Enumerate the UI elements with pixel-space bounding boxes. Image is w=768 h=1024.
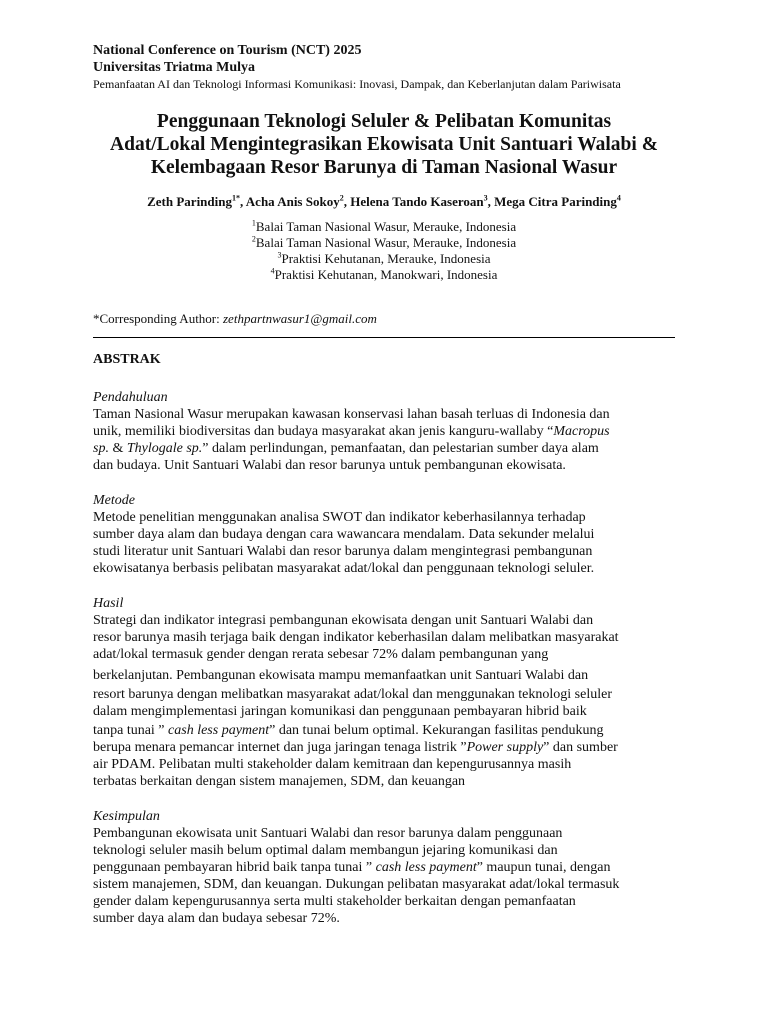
author-separator: , — [343, 194, 351, 209]
section-heading-hasil: Hasil — [93, 596, 124, 611]
section-body-metode — [93, 509, 675, 577]
section-body-kesimpulan — [93, 825, 675, 927]
body-line: gender dalam kepengurusannya serta multi stakeholder berkaitan dengan pemanfaatan — [93, 894, 576, 909]
line-segment: ” maupun tunai, dengan — [476, 860, 611, 875]
title-line: Adat/Lokal Mengintegrasikan Ekowisata Unit Santuari Walabi & — [110, 134, 658, 155]
body-line: berkelanjutan. Pembangunan ekowisata mampu memanfaatkan unit Santuari Walabi dan — [93, 668, 589, 683]
section-heading-kesimpulan: Kesimpulan — [93, 809, 160, 824]
corresponding-label: *Corresponding Author: — [93, 311, 223, 326]
affiliation — [93, 235, 675, 251]
body-line: sumber daya alam dan budaya dengan cara wawancara mendalam. Data sekunder melalui — [93, 527, 595, 542]
body-line: dalam mengimplementasi jaringan komunikasi dan penggunaan pembayaran hibrid baik — [93, 704, 587, 719]
title-line: Kelembagaan Resor Barunya di Taman Nasional Wasur — [150, 157, 618, 178]
header-divider — [93, 337, 675, 338]
affiliation-text: Balai Taman Nasional Wasur, Merauke, Indonesia — [255, 219, 517, 234]
affiliation-sup: 4 — [270, 266, 275, 276]
conference-theme: Pemanfaatan AI dan Teknologi Informasi Komunikasi: Inovasi, Dampak, dan Keberlanjutan dalam Pariwisata — [93, 77, 621, 91]
section-heading-pendahuluan: Pendahuluan — [93, 390, 168, 405]
body-line: resort barunya dengan melibatkan masyarakat adat/lokal dan menggunakan teknologi seluler — [93, 687, 612, 702]
affiliation-sup: 3 — [277, 250, 282, 260]
author-list — [93, 193, 675, 211]
author-name: Acha Anis Sokoy — [245, 194, 340, 209]
section-heading-metode: Metode — [93, 493, 135, 508]
corresponding-author — [93, 310, 675, 328]
body-line: Taman Nasional Wasur merupakan kawasan konservasi lahan basah terluas di Indonesia dan — [93, 407, 610, 422]
section-body-pendahuluan — [93, 406, 675, 474]
line-segment: tanpa tunai ” — [93, 723, 169, 738]
conference-name: National Conference on Tourism (NCT) 2025 — [93, 43, 362, 58]
body-line: sumber daya alam dan budaya sebesar 72%. — [93, 911, 340, 926]
body-line: teknologi seluler masih belum optimal dalam membangun jejaring komunikasi dan — [93, 843, 558, 858]
title-line: Penggunaan Teknologi Seluler & Pelibatan Komunitas — [156, 111, 612, 132]
body-line: Pembangunan ekowisata unit Santuari Walabi dan resor barunya dalam penggunaan — [93, 826, 563, 841]
author-separator: , — [487, 194, 495, 209]
author-name: Zeth Parinding — [147, 194, 232, 209]
body-line: studi literatur unit Santuari Walabi dan resor barunya dalam mengintegrasi pembangunan — [93, 544, 593, 559]
line-segment: unik, memiliki biodiversitas dan budaya masyarakat akan jenis kanguru-wallaby “ — [93, 424, 554, 439]
affiliation-sup: 2 — [251, 234, 256, 244]
body-line: terbatas berkaitan dengan sistem manajemen, SDM, dan keuangan — [93, 774, 466, 789]
author-separator: , — [239, 194, 246, 209]
line-segment: ” dalam perlindungan, pemanfaatan, dan pelestarian sumber daya alam — [202, 441, 599, 456]
author-sup: 1* — [231, 193, 240, 203]
abstract-heading: ABSTRAK — [93, 352, 161, 367]
corresponding-email-link[interactable]: zethpartnwasur1@gmail.com — [223, 311, 377, 326]
line-segment-italic: Thylogale sp. — [126, 441, 203, 456]
body-line — [93, 722, 675, 739]
line-segment-italic: cash less payment — [375, 860, 477, 875]
affiliation — [93, 267, 675, 283]
body-line: sistem manajemen, SDM, dan keuangan. Dukungan pelibatan masyarakat adat/lokal termasuk — [93, 877, 620, 892]
university-name: Universitas Triatma Mulya — [93, 60, 256, 75]
affiliation — [93, 219, 675, 235]
author-sup: 3 — [483, 193, 488, 203]
author-sup: 4 — [616, 193, 621, 203]
affiliation-text: Praktisi Kehutanan, Manokwari, Indonesia — [274, 267, 498, 282]
line-segment: ” dan tunai belum optimal. Kekurangan fasilitas pendukung — [269, 723, 604, 738]
body-line: dan budaya. Unit Santuari Walabi dan resor barunya untuk pembangunan ekowisata. — [93, 458, 566, 473]
body-line — [93, 739, 675, 756]
line-segment: ” dan sumber — [543, 740, 618, 755]
affiliation-text: Balai Taman Nasional Wasur, Merauke, Indonesia — [255, 235, 517, 250]
affiliation — [93, 251, 675, 267]
body-line: adat/lokal termasuk gender dengan rerata sebesar 72% dalam pembangunan yang — [93, 647, 549, 662]
body-line — [93, 440, 675, 457]
body-line: air PDAM. Pelibatan multi stakeholder dalam kemitraan dan kepengurusannya masih — [93, 757, 572, 772]
line-segment-italic: Macropus — [553, 424, 610, 439]
affiliation-list — [93, 219, 675, 283]
body-line — [93, 859, 675, 876]
author-sup: 2 — [339, 193, 344, 203]
section-body-hasil — [93, 612, 675, 790]
line-segment-italic: sp. — [93, 441, 109, 456]
body-line: Metode penelitian menggunakan analisa SWOT dan indikator keberhasilannya terhadap — [93, 510, 586, 525]
line-segment: berupa menara pemancar internet dan juga jaringan tenaga listrik ” — [93, 740, 467, 755]
author-name: Helena Tando Kaseroan — [350, 194, 484, 209]
body-line: Strategi dan indikator integrasi pembangunan ekowisata dengan unit Santuari Walabi dan — [93, 613, 594, 628]
affiliation-text: Praktisi Kehutanan, Merauke, Indonesia — [281, 251, 491, 266]
body-line — [93, 423, 675, 440]
line-segment: penggunaan pembayaran hibrid baik tanpa tunai ” — [93, 860, 376, 875]
affiliation-sup: 1 — [251, 218, 256, 228]
paper-page — [93, 42, 675, 927]
body-line: ekowisatanya berbasis pelibatan masyarakat adat/lokal dan penggunaan teknologi seluler. — [93, 561, 595, 576]
paper-title — [93, 110, 675, 179]
line-segment-italic: Power supply — [466, 740, 544, 755]
line-segment: & — [108, 441, 127, 456]
body-line: resor barunya masih terjaga baik dengan indikator keberhasilan dalam melibatkan masyarakat — [93, 630, 619, 645]
line-segment-italic: cash less payment — [168, 723, 270, 738]
author-name: Mega Citra Parinding — [494, 194, 617, 209]
